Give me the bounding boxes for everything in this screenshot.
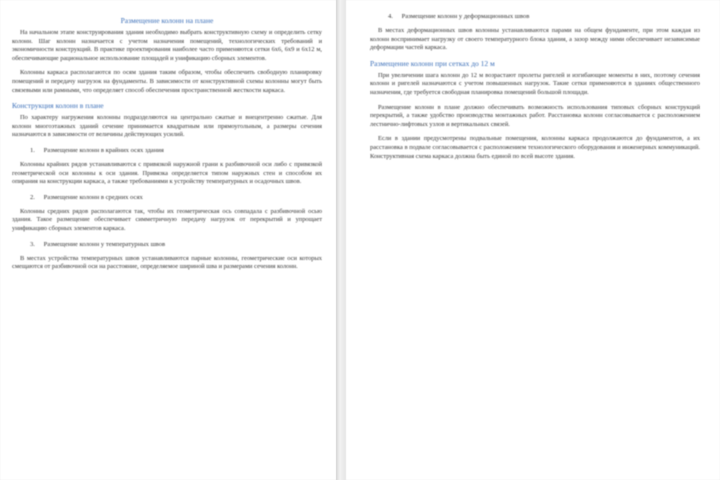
paragraph: Размещение колонн в плане должно обеспечивать возможность использования типовых сборных конструкций перекрытий, а также удобство производства монтажных работ. Расстановка колонн согласовывается с расположением лестнично-лифтовых узлов и вертикальных связей. <box>370 103 700 128</box>
paragraph: На начальном этапе конструирования здания необходимо выбрать конструктивную схему и определить сетку колонн. Шаг колонн назначается с учетом назначения помещений, технологических требований и экономичности конструкций. В практике проектирования наиболее часто применяются сетки 6х6, 6х9 и 6х12 м, обеспечивающие рациональное использование площадей и унификацию сборных элементов. <box>12 29 322 62</box>
numbered-heading <box>30 240 322 249</box>
numbered-heading <box>30 146 322 155</box>
section-heading: Размещение колонн при сетках до 12 м <box>370 58 495 68</box>
item-title: Размещение колонн у деформационных швов <box>401 13 530 20</box>
numbered-heading <box>388 12 700 21</box>
right-page <box>346 0 720 480</box>
paragraph: Колонны каркаса располагаются по осям здания таким образом, чтобы обеспечить свободную планировку помещений и передачу нагрузок на фундаменты. В зависимости от конструктивной схемы колонны могут быть связевыми или рамными, что определяет способ обеспечения пространственной жесткости каркаса. <box>12 69 322 94</box>
section-heading: Конструкция колонн в плане <box>12 101 104 111</box>
item-number: 4. <box>388 13 393 20</box>
paragraph: Если в здании предусмотрены подвальные помещения, колонны каркаса продолжаются до фундаментов, а их расстановка в подвале согласовывается с расположением технологического оборудования и инженерных коммуникаций. Конструктивная схема каркаса должна быть единой по всей высоте здания. <box>370 135 700 160</box>
paragraph: В местах устройства температурных швов устанавливаются парные колонны, геометрические оси которых смещаются от разбивочной оси на расстояние, определяемое шириной шва и размерами сечения колонн. <box>12 254 322 271</box>
paragraph: При увеличении шага колонн до 12 м возрастают пролеты ригелей и изгибающие моменты в них, поэтому сечения колонн и ригелей назначаются с учетом повышенных нагрузок. Такие сетки применяются в зданиях общественного назначения, где требуется свободная планировка помещений большой площади. <box>370 71 700 96</box>
page-gutter <box>336 0 346 480</box>
paragraph: Колонны крайних рядов устанавливаются с привязкой наружной грани к разбивочной оси либо с привязкой геометрической оси колонны к оси здания. Привязка определяется типом наружных стен и способом их опирания на конструкции каркаса, а также требованиями к устройству температурных и осадочных швов. <box>12 160 322 186</box>
item-number: 3. <box>30 240 35 248</box>
item-title: Размещение колонн в крайних осях здания <box>43 146 164 154</box>
numbered-heading <box>30 193 322 202</box>
paragraph: По характеру нагружения колонны подразделяются на центрально сжатые и внецентренно сжатые. Для колонн многоэтажных зданий сечение принимается квадратным или прямоугольным, а размеры сечения назначаются в зависимости от величины действующих усилий. <box>12 114 322 139</box>
page-title: Размещение колонн на плане <box>120 16 214 25</box>
item-title: Размещение колонн в средних осях <box>43 193 143 201</box>
left-page <box>0 0 336 480</box>
item-title: Размещение колонн у температурных швов <box>43 240 166 248</box>
item-number: 2. <box>30 193 35 201</box>
paragraph: В местах деформационных швов колонны устанавливаются парами на общем фундаменте, при этом каждая из колонн воспринимает нагрузку от своего температурного блока здания, а зазор между ними обеспечивает независимые деформации частей каркаса. <box>370 27 700 52</box>
paragraph: Колонны средних рядов располагаются так, чтобы их геометрическая ось совпадала с разбивочной осью здания. Такое размещение обеспечивает симметричную передачу нагрузок от перекрытий и упрощает унификацию сборных элементов каркаса. <box>12 207 322 232</box>
item-number: 1. <box>30 146 35 154</box>
